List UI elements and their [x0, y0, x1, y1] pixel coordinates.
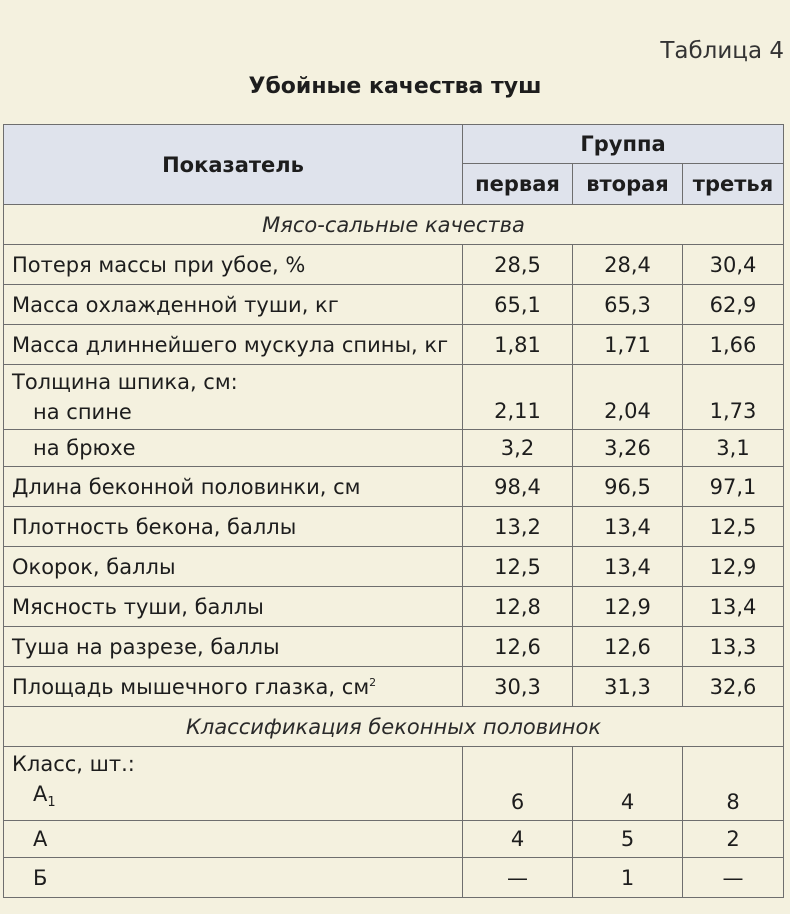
cell-second: 1	[573, 858, 683, 898]
row-label: Длина беконной половинки, см	[4, 467, 463, 507]
group-header: Группа	[463, 125, 784, 164]
cell-second: 12,9	[573, 587, 683, 627]
cell-third: 32,6	[683, 667, 784, 707]
cell-third: —	[683, 858, 784, 898]
cell-second: 12,6	[573, 627, 683, 667]
cell-second: 13,4	[573, 547, 683, 587]
table-row	[4, 547, 784, 587]
row-label	[4, 667, 463, 707]
row-label: на брюхе	[4, 430, 463, 467]
row-label: А	[4, 821, 463, 858]
back-sublabel: на спине	[33, 400, 132, 424]
superscript: 2	[369, 675, 377, 689]
cell-third: 1,66	[683, 325, 784, 365]
cell-third: 2	[683, 821, 784, 858]
row-label	[4, 365, 463, 430]
fat-thickness-label: Толщина шпика, см:	[12, 370, 238, 394]
cell-first: 4	[463, 821, 573, 858]
cell-second: 4	[573, 747, 683, 821]
table-row	[4, 245, 784, 285]
cell-second: 28,4	[573, 245, 683, 285]
cell-second: 3,26	[573, 430, 683, 467]
cell-third: 12,5	[683, 507, 784, 547]
section-meat-fat: Мясо-сальные качества	[4, 205, 784, 245]
table-row	[4, 430, 784, 467]
cell-first: 6	[463, 747, 573, 821]
cell-third: 62,9	[683, 285, 784, 325]
row-label: Масса длиннейшего мускула спины, кг	[4, 325, 463, 365]
cell-first: 12,6	[463, 627, 573, 667]
cell-third: 30,4	[683, 245, 784, 285]
muscle-eye-label: Площадь мышечного глазка, см	[12, 674, 370, 699]
table-row	[4, 467, 784, 507]
cell-first: 28,5	[463, 245, 573, 285]
cell-third: 1,73	[683, 365, 784, 430]
cell-second: 31,3	[573, 667, 683, 707]
table-row	[4, 667, 784, 707]
table-row	[4, 587, 784, 627]
cell-second: 96,5	[573, 467, 683, 507]
class-count-label: Класс, шт.:	[12, 752, 135, 776]
cell-first: 3,2	[463, 430, 573, 467]
cell-first: 12,5	[463, 547, 573, 587]
cell-second: 5	[573, 821, 683, 858]
cell-first: 30,3	[463, 667, 573, 707]
table-row	[4, 747, 784, 821]
row-label	[4, 747, 463, 821]
row-label: Б	[4, 858, 463, 898]
cell-first: 1,81	[463, 325, 573, 365]
table-row	[4, 285, 784, 325]
section-classification: Классификация беконных половинок	[4, 707, 784, 747]
row-label: Туша на разрезе, баллы	[4, 627, 463, 667]
row-label: Мясность туши, баллы	[4, 587, 463, 627]
cell-third: 13,3	[683, 627, 784, 667]
class-a1-letter: А	[33, 782, 48, 806]
slaughter-qualities-table	[3, 124, 784, 898]
class-a1-sublabel	[12, 779, 462, 818]
table-row	[4, 821, 784, 858]
table-row	[4, 627, 784, 667]
cell-third: 13,4	[683, 587, 784, 627]
cell-second: 2,04	[573, 365, 683, 430]
cell-first: 12,8	[463, 587, 573, 627]
cell-first: 13,2	[463, 507, 573, 547]
cell-first: 2,11	[463, 365, 573, 430]
group-second-header: вторая	[573, 164, 683, 205]
cell-second: 13,4	[573, 507, 683, 547]
table-row	[4, 507, 784, 547]
cell-first: —	[463, 858, 573, 898]
cell-third: 12,9	[683, 547, 784, 587]
row-label: Масса охлажденной туши, кг	[4, 285, 463, 325]
row-label: Окорок, баллы	[4, 547, 463, 587]
group-first-header: первая	[463, 164, 573, 205]
table-row	[4, 858, 784, 898]
table-title: Убойные качества туш	[248, 74, 542, 99]
cell-third: 8	[683, 747, 784, 821]
cell-third: 3,1	[683, 430, 784, 467]
cell-first: 98,4	[463, 467, 573, 507]
group-third-header: третья	[683, 164, 784, 205]
table-row	[4, 365, 784, 430]
cell-second: 1,71	[573, 325, 683, 365]
row-label: Плотность бекона, баллы	[4, 507, 463, 547]
table-row	[4, 325, 784, 365]
row-label: Потеря массы при убое, %	[4, 245, 463, 285]
cell-first: 65,1	[463, 285, 573, 325]
indicator-header: Показатель	[4, 125, 463, 205]
subscript: 1	[47, 795, 56, 811]
cell-third: 97,1	[683, 467, 784, 507]
table-number: Таблица 4	[660, 38, 784, 64]
cell-second: 65,3	[573, 285, 683, 325]
